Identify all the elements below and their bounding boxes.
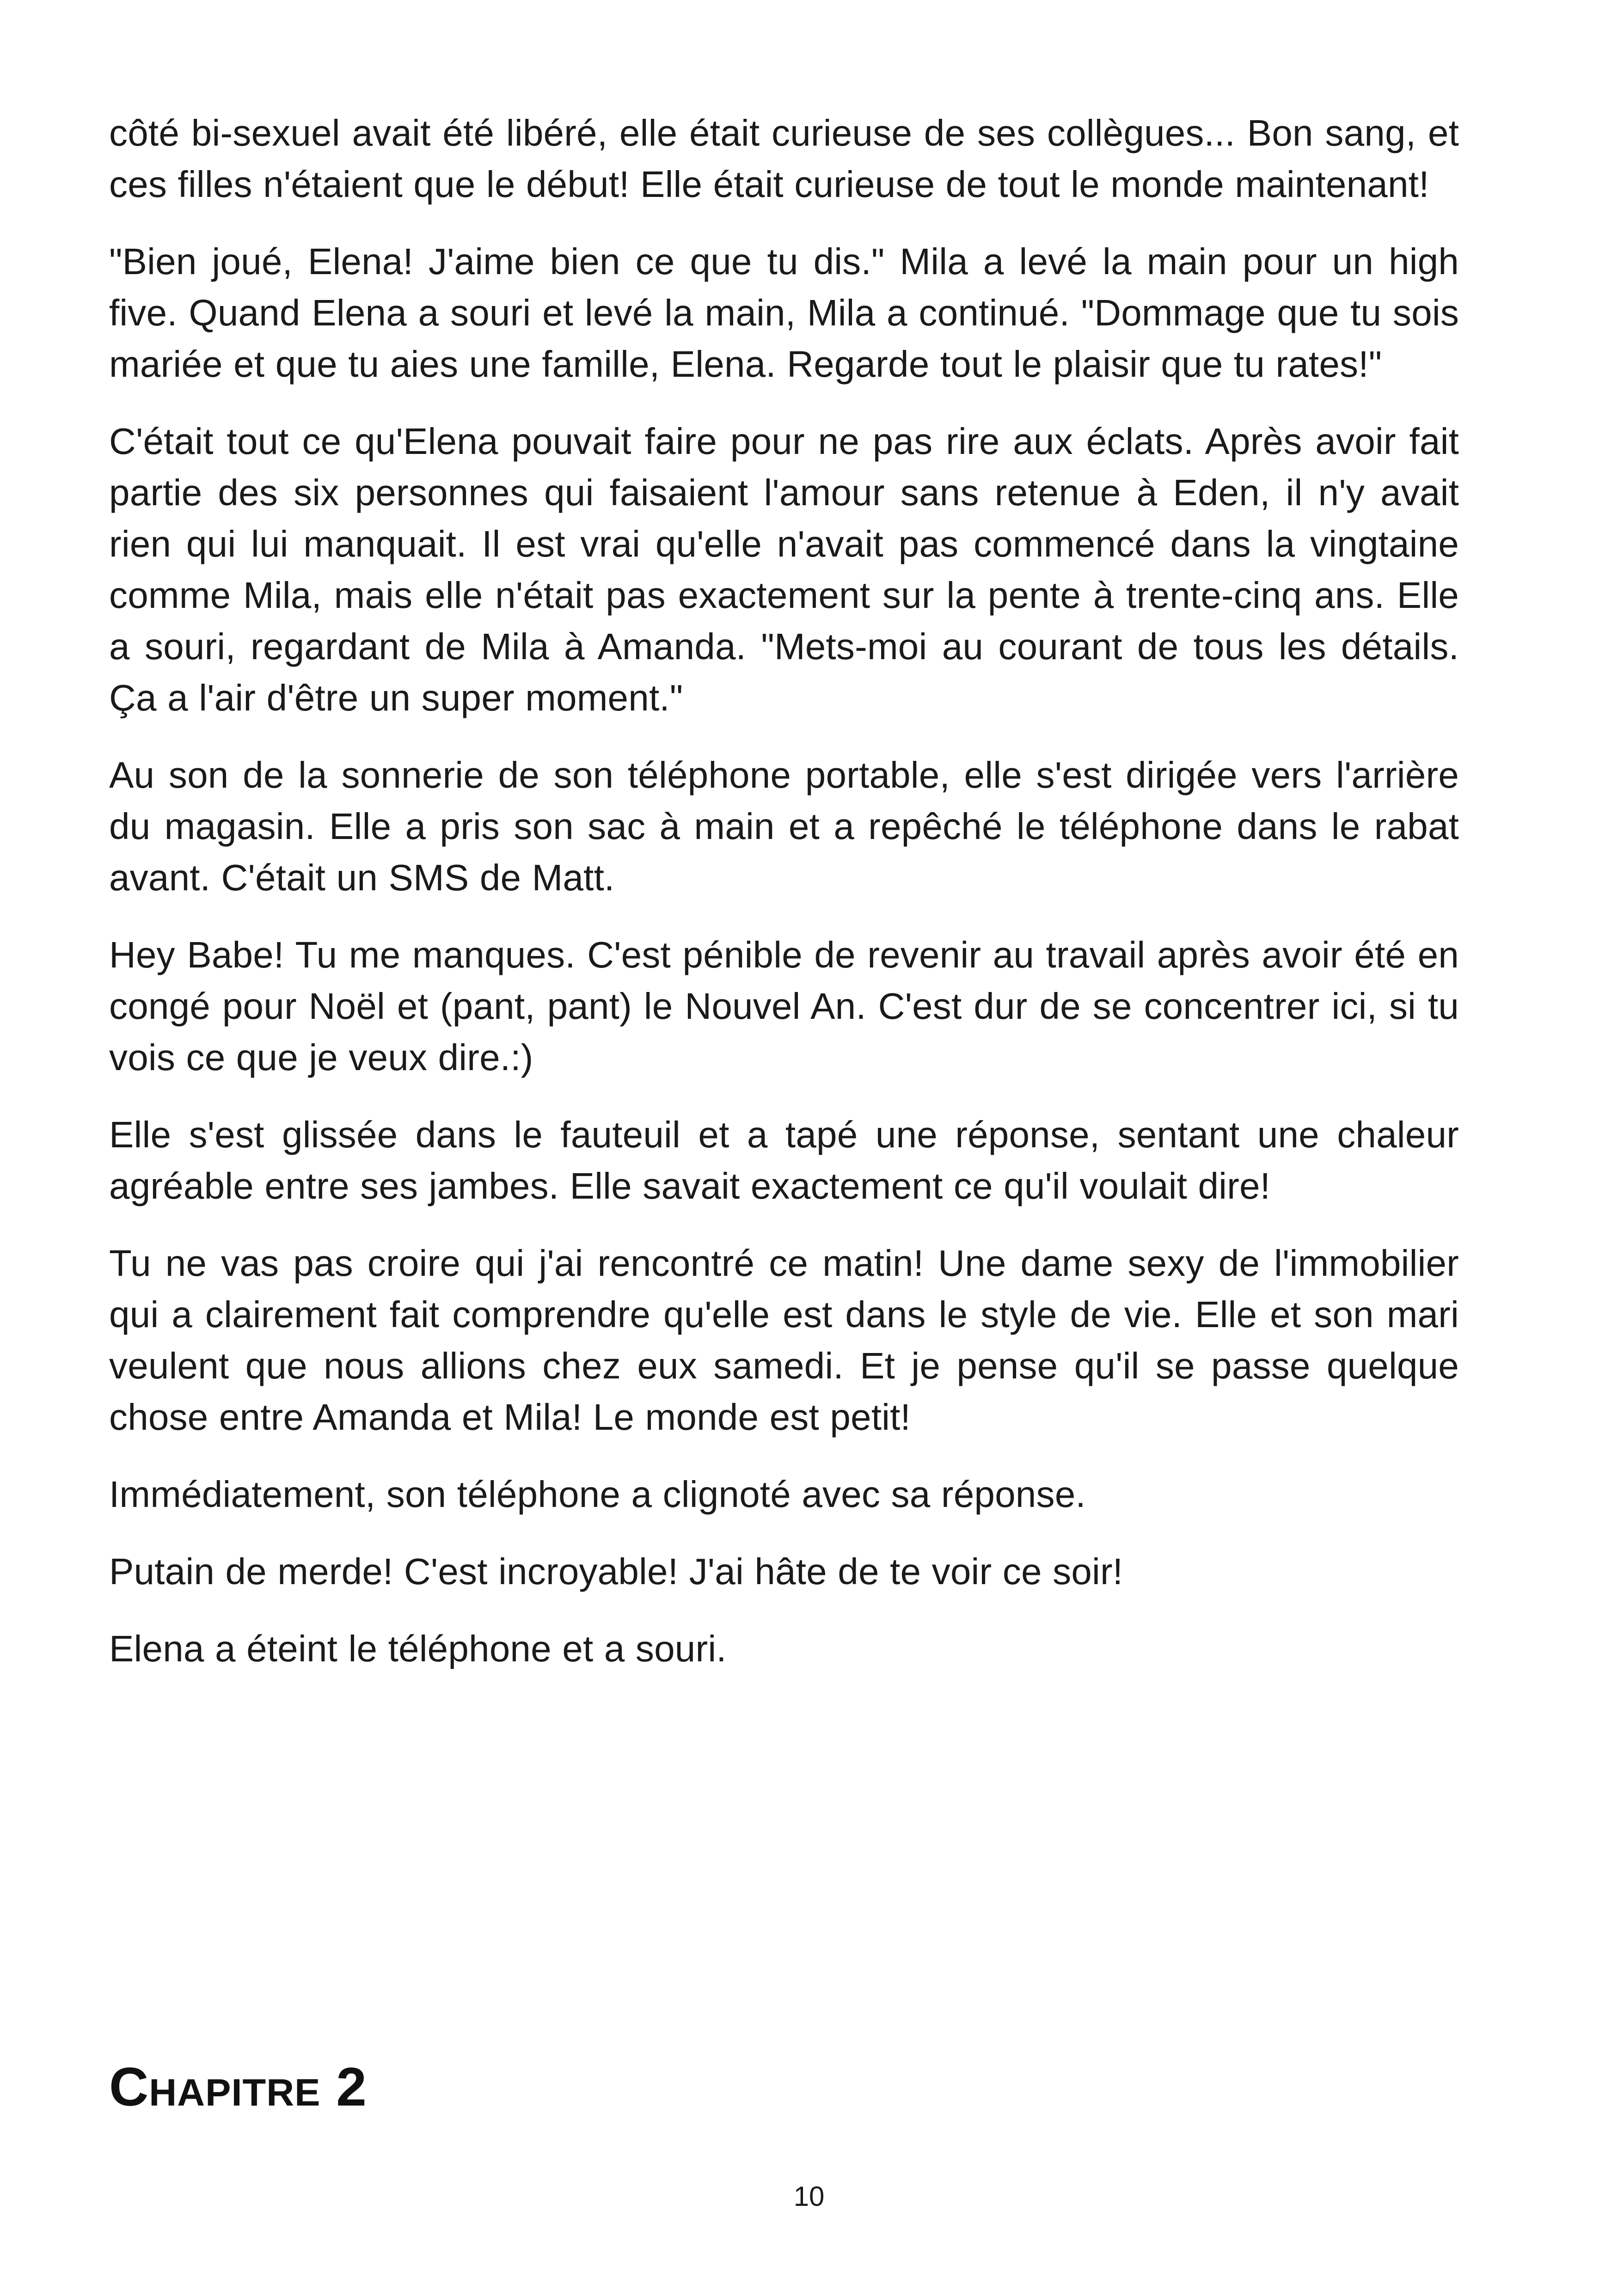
text-message-paragraph: Hey Babe! Tu me manques. C'est pénible de revenir au travail après avoir été en congé pour Noël et (pant, pant) le Nouvel An. C'est dur de se concentrer ici, si tu vois ce que je veux dire.:) — [109, 934, 1459, 1078]
text-message-paragraph: Tu ne vas pas croire qui j'ai rencontré ce matin! Une dame sexy de l'immobilier qui a clairement fait comprendre qu'elle est dans le style de vie. Elle et son mari veulent que nous allions chez eux samedi. Et je pense qu'il se passe quelque chose entre Amanda et Mila! Le monde est petit! — [109, 1243, 1459, 1438]
paragraph: "Bien joué, Elena! J'aime bien ce que tu dis." Mila a levé la main pour un high five. Quand Elena a souri et levé la main, Mila a continué. "Dommage que tu sois mariée et que tu aies une famille, Elena. Regarde tout le plaisir que tu rates!" — [109, 241, 1459, 385]
paragraph: C'était tout ce qu'Elena pouvait faire pour ne pas rire aux éclats. Après avoir fait partie des six personnes qui faisaient l'amour sans retenue à Eden, il n'y avait rien qui lui manquait. Il est vrai qu'elle n'avait pas commencé dans la vingtaine comme Mila, mais elle n'était pas exactement sur la pente à trente-cinq ans. Elle a souri, regardant de Mila à Amanda. "Mets-moi au courant de tous les détails. Ça a l'air d'être un super moment." — [109, 421, 1459, 718]
page-number: 10 — [793, 2181, 825, 2212]
paragraph: Au son de la sonnerie de son téléphone portable, elle s'est dirigée vers l'arrière du magasin. Elle a pris son sac à main et a repêché le téléphone dans le rabat avant. C'était un SMS de Matt. — [109, 754, 1459, 898]
chapter-heading: Chapitre 2 — [109, 2057, 367, 2118]
text-message-paragraph: Putain de merde! C'est incroyable! J'ai hâte de te voir ce soir! — [109, 1551, 1123, 1592]
body-text — [109, 107, 1459, 1700]
paragraph: côté bi-sexuel avait été libéré, elle était curieuse de ses collègues... Bon sang, et ces filles n'étaient que le début! Elle était curieuse de tout le monde maintenant! — [109, 112, 1459, 205]
paragraph: Elena a éteint le téléphone et a souri. — [109, 1628, 727, 1669]
paragraph: Immédiatement, son téléphone a clignoté avec sa réponse. — [109, 1474, 1086, 1515]
paragraph: Elle s'est glissée dans le fauteuil et a tapé une réponse, sentant une chaleur agréable entre ses jambes. Elle savait exactement ce qu'il voulait dire! — [109, 1114, 1459, 1206]
